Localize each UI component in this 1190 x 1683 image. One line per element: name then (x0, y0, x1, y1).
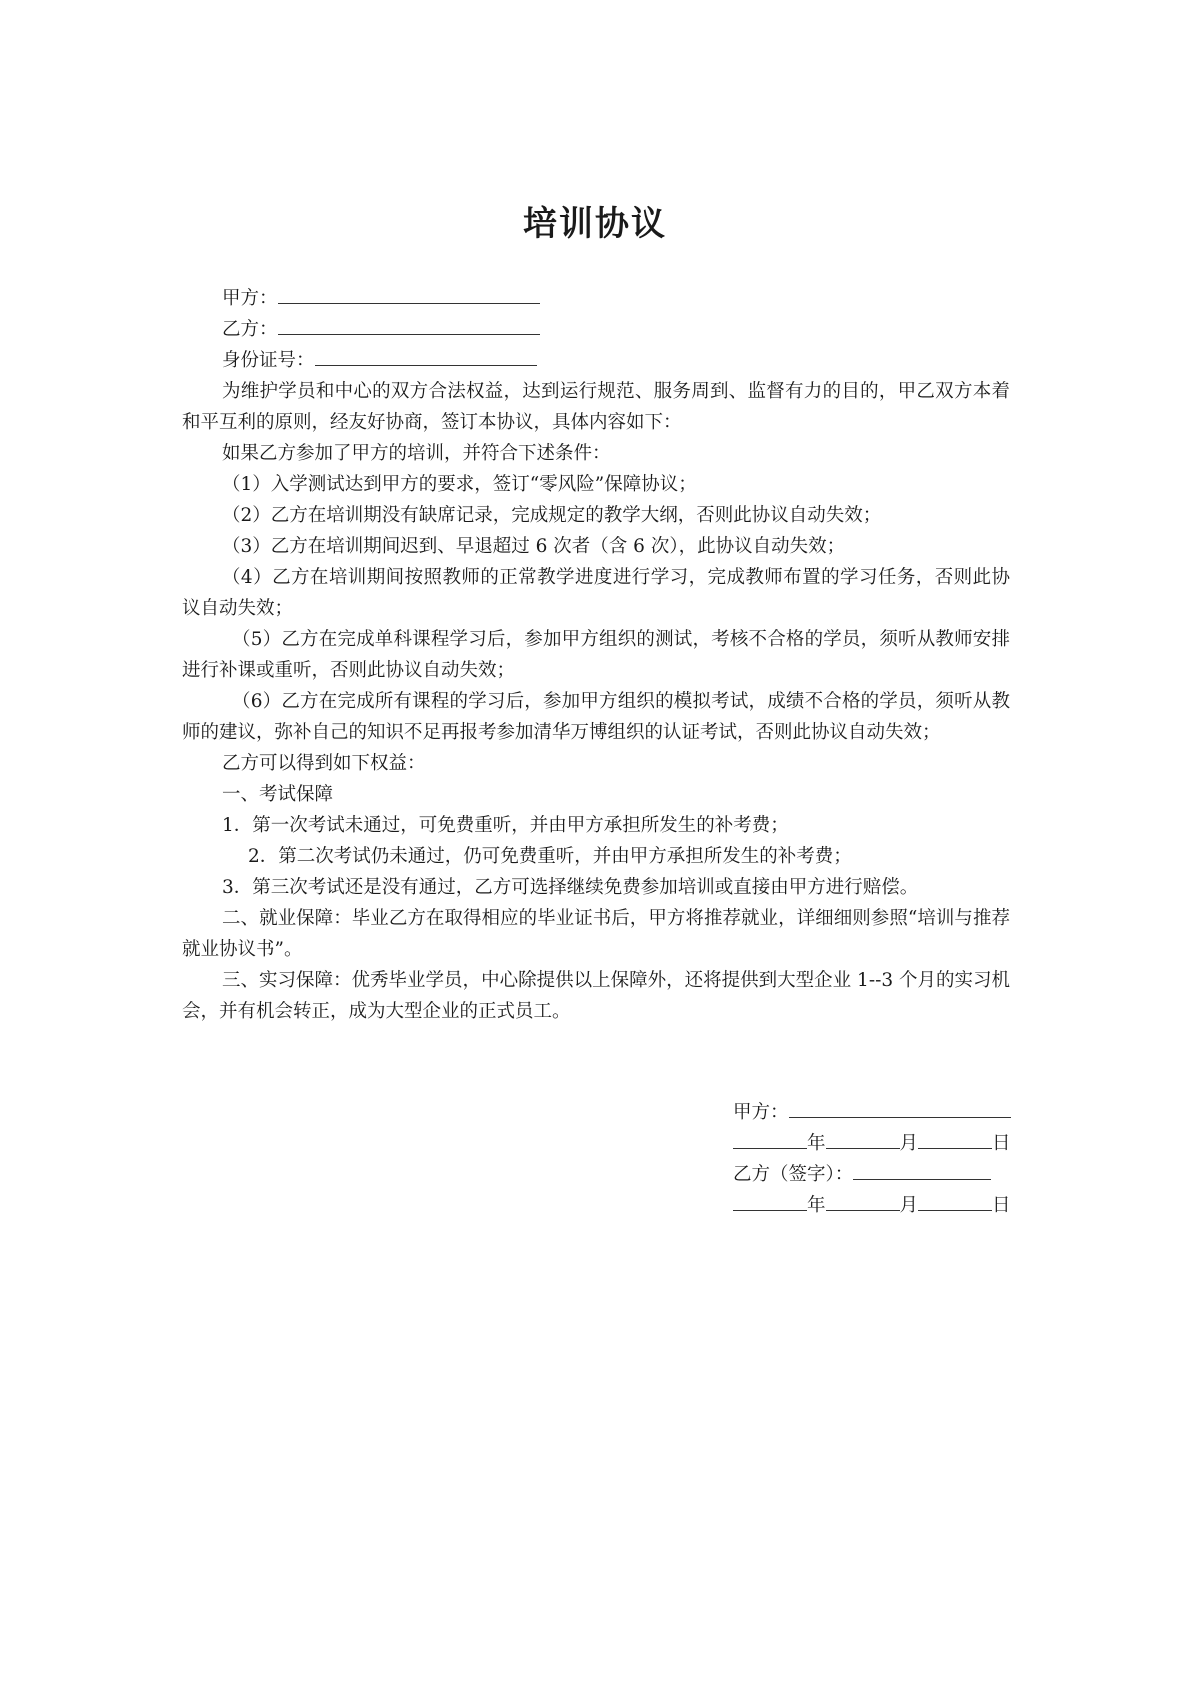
condition-item: （6）乙方在完成所有课程的学习后，参加甲方组织的模拟考试，成绩不合格的学员，须听从教师的建议，弥补自己的知识不足再报考参加清华万博组织的认证考试，否则此协议自动失效； (182, 691, 1010, 743)
year-blank (733, 1128, 807, 1149)
year-blank (733, 1190, 807, 1211)
id-number-line (182, 345, 1010, 376)
condition-item: （2）乙方在培训期没有缺席记录，完成规定的教学大纲，否则此协议自动失效； (222, 505, 882, 526)
condition-item: （3）乙方在培训期间迟到、早退超过 6 次者（含 6 次），此协议自动失效； (222, 536, 846, 557)
agreement-body (182, 283, 1010, 1027)
intro-paragraph: 为维护学员和中心的双方合法权益，达到运行规范、服务周到、监督有力的目的，甲乙双方本着和平互利的原则，经友好协商，签订本协议，具体内容如下： (182, 381, 1010, 433)
exam-item: 2．第二次考试仍未通过，仍可免费重听，并由甲方承担所发生的补考费； (248, 846, 852, 867)
section-employment: 二、就业保障：毕业乙方在取得相应的毕业证书后，甲方将推荐就业，详细细则参照“培训与推荐就业协议书”。 (182, 908, 1010, 960)
day-blank (918, 1128, 992, 1149)
signature-block (733, 1097, 1018, 1221)
exam-item: 3．第三次考试还是没有通过，乙方可选择继续免费参加培训或直接由甲方进行赔偿。 (222, 877, 919, 898)
day-label: 日 (992, 1195, 1011, 1216)
year-label: 年 (807, 1133, 826, 1154)
section-exam-title: 一、考试保障 (222, 784, 334, 805)
signature-party-a (733, 1097, 1018, 1128)
rights-intro: 乙方可以得到如下权益： (222, 753, 426, 774)
party-a-label: 甲方： (222, 288, 278, 309)
signature-party-b-label: 乙方（签字）： (733, 1164, 854, 1185)
signature-party-a-blank (789, 1097, 1011, 1118)
day-blank (918, 1190, 992, 1211)
month-blank (826, 1128, 900, 1149)
party-b-line (182, 314, 1010, 345)
party-b-blank (278, 314, 540, 335)
condition-item: （1）入学测试达到甲方的要求，签订“零风险”保障协议； (222, 474, 697, 495)
year-label: 年 (807, 1195, 826, 1216)
month-blank (826, 1190, 900, 1211)
month-label: 月 (899, 1133, 919, 1154)
signature-date-a (733, 1128, 1018, 1159)
signature-date-b (733, 1190, 1018, 1221)
signature-party-a-label: 甲方： (733, 1102, 789, 1123)
party-b-label: 乙方： (222, 319, 278, 340)
signature-party-b (733, 1159, 1018, 1190)
party-a-line (182, 283, 1010, 314)
document-title: 培训协议 (523, 204, 667, 244)
section-internship: 三、实习保障：优秀毕业学员，中心除提供以上保障外，还将提供到大型企业 1--3 个月的实习机会，并有机会转正，成为大型企业的正式员工。 (182, 970, 1010, 1022)
conditions-intro: 如果乙方参加了甲方的培训，并符合下述条件： (222, 443, 611, 464)
month-label: 月 (899, 1195, 919, 1216)
signature-party-b-blank (853, 1159, 991, 1180)
party-a-blank (278, 283, 540, 304)
exam-item: 1．第一次考试未通过，可免费重听，并由甲方承担所发生的补考费； (222, 815, 789, 836)
condition-item: （4）乙方在培训期间按照教师的正常教学进度进行学习，完成教师布置的学习任务，否则此协议自动失效； (182, 567, 1010, 619)
condition-item: （5）乙方在完成单科课程学习后，参加甲方组织的测试，考核不合格的学员，须听从教师安排进行补课或重听，否则此协议自动失效； (182, 629, 1010, 681)
id-number-blank (315, 345, 537, 366)
day-label: 日 (992, 1133, 1011, 1154)
id-number-label: 身份证号： (222, 350, 315, 371)
